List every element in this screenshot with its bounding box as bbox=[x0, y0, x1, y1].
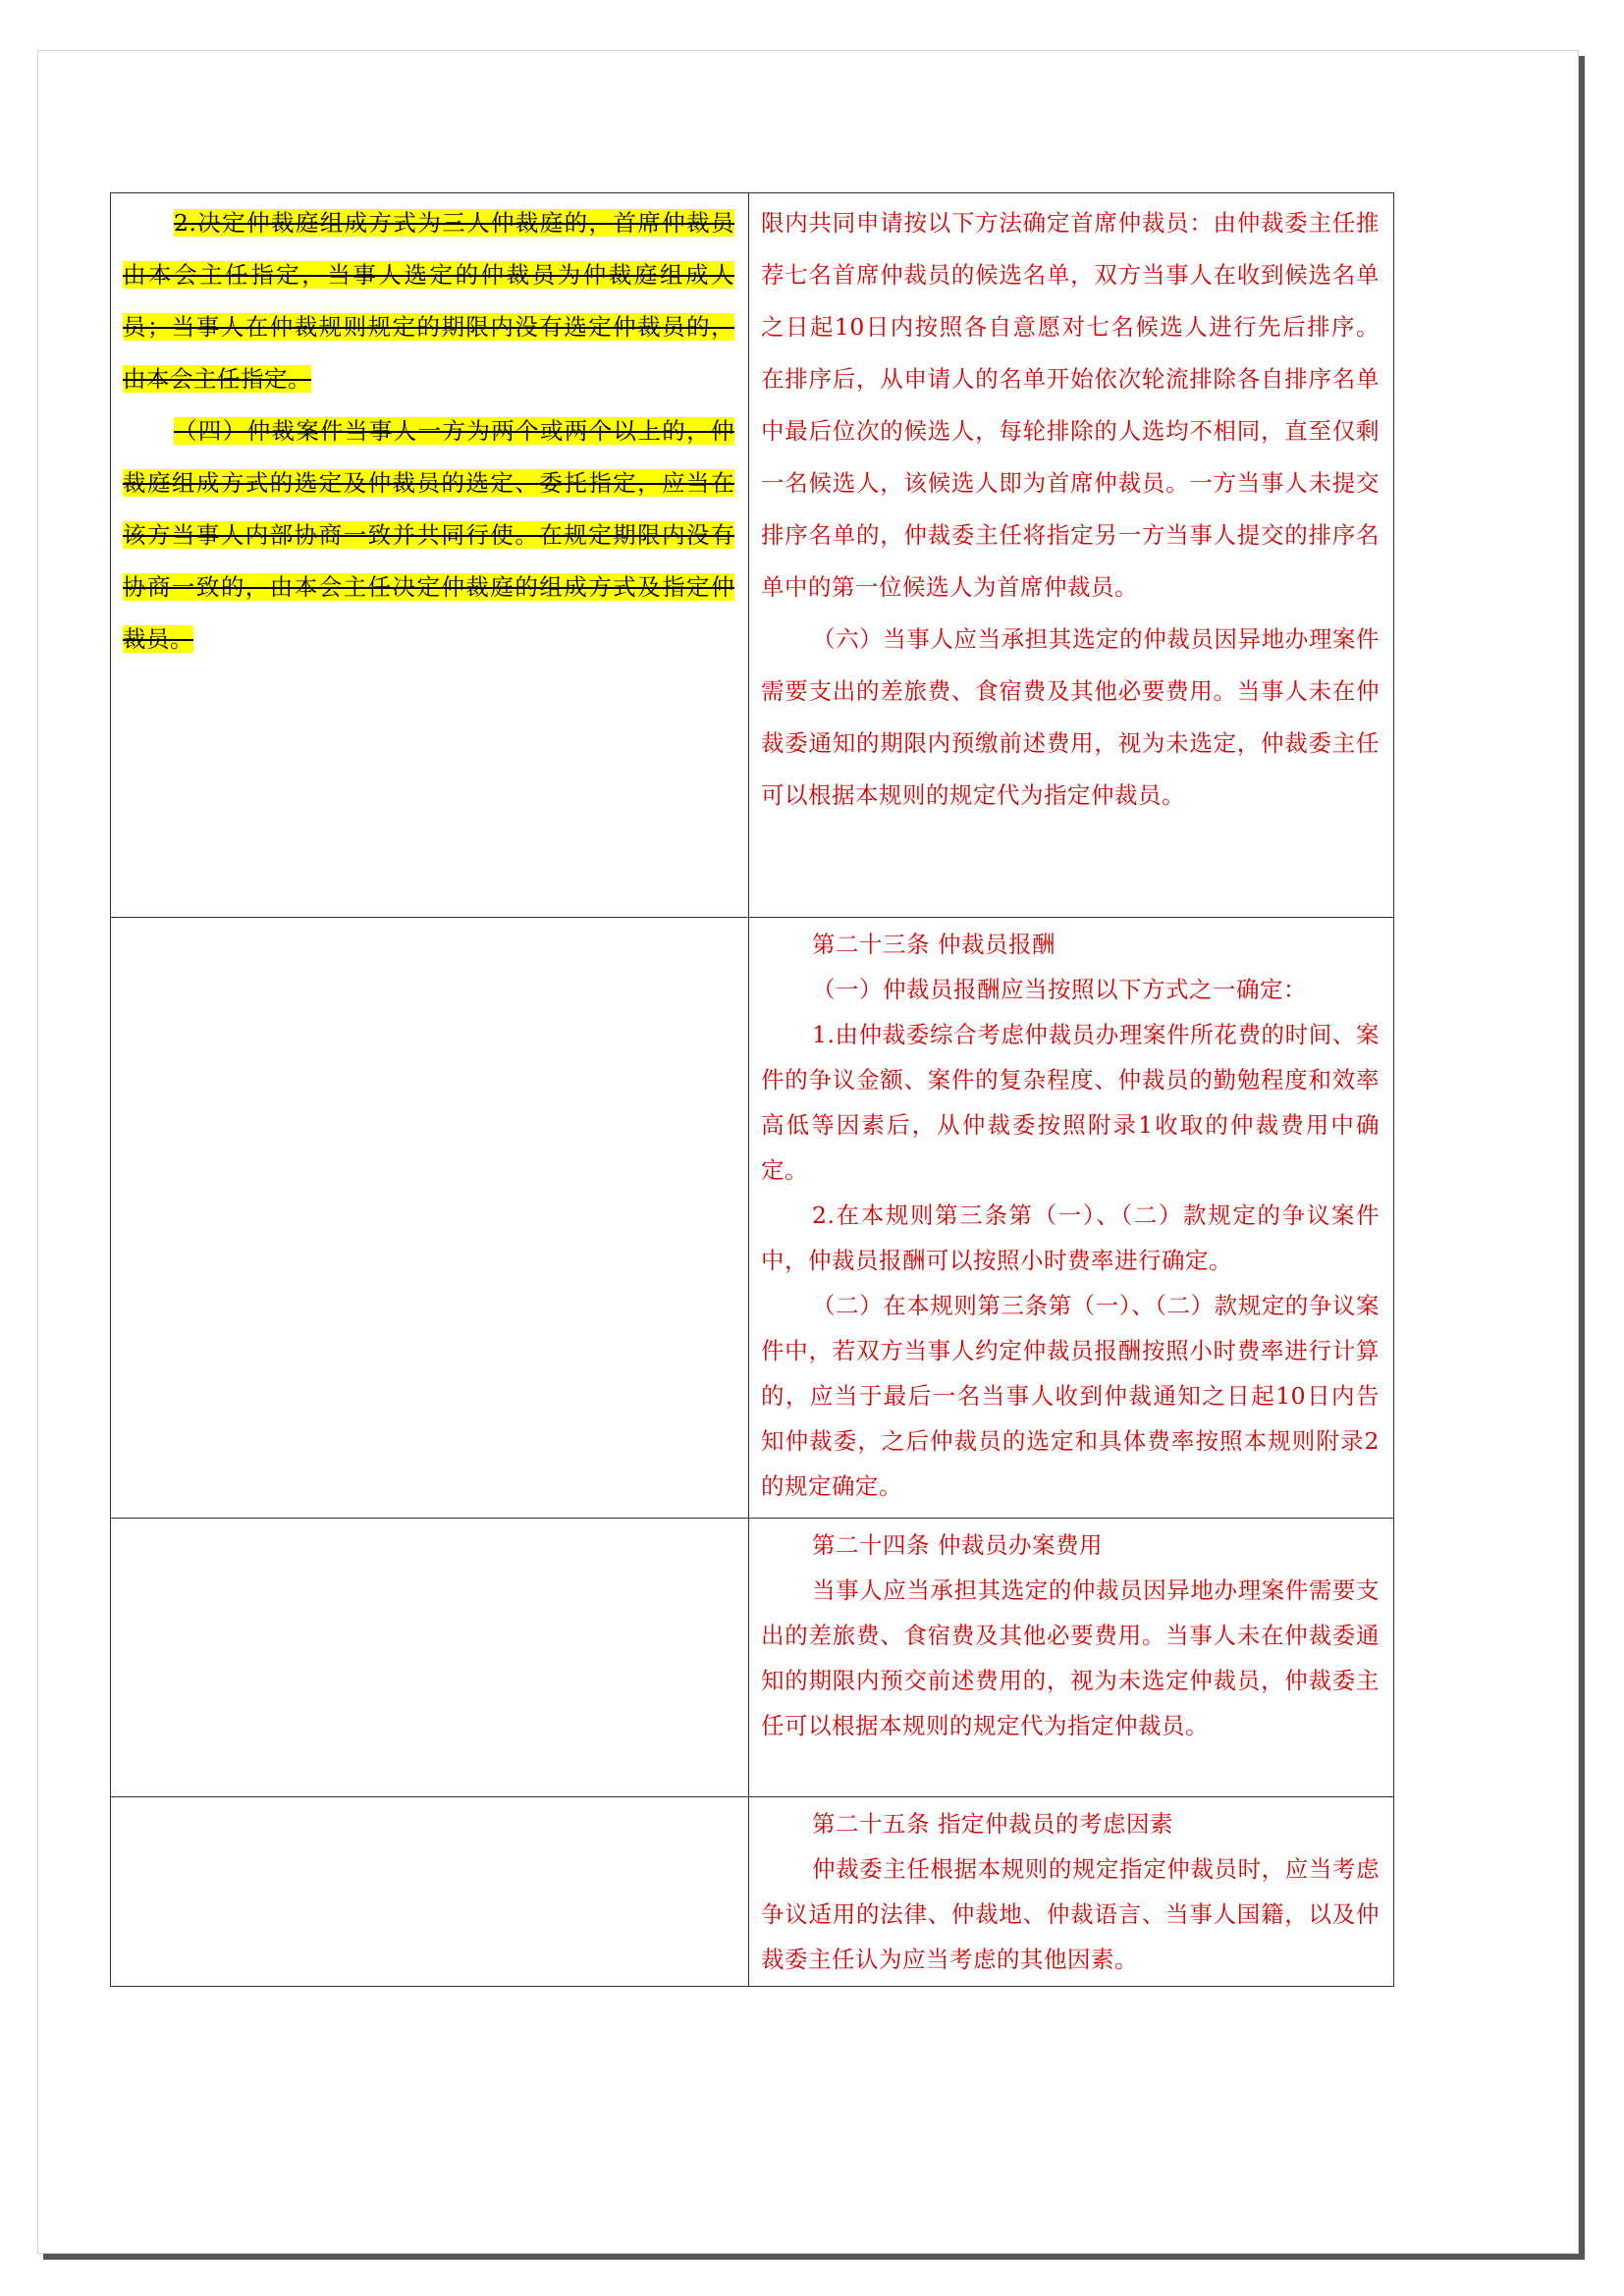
right-cell bbox=[749, 918, 1394, 1519]
right-cell bbox=[749, 193, 1394, 918]
inserted-paragraph-chief-arbitrator: 限内共同申请按以下方法确定首席仲裁员：由仲裁委主任推荐七名首席仲裁员的候选名单，双方当事人在收到候选名单之日起10日内按照各自意愿对七名候选人进行先后排序。在排序后，从申请人的名单开始依次轮流排除各自排序名单中最后位次的候选人，每轮排除的人选均不相同，直至仅剩一名候选人，该候选人即为首席仲裁员。一方当事人未提交排序名单的，仲裁委主任将指定另一方当事人提交的排序名单中的第一位候选人为首席仲裁员。 bbox=[761, 209, 1380, 601]
article-24-title: 第二十四条 仲裁员办案费用 bbox=[812, 1531, 1103, 1559]
inserted-paragraph-item6: （六）当事人应当承担其选定的仲裁员因异地办理案件需要支出的差旅费、食宿费及其他必要费用。当事人未在仲裁委通知的期限内预缴前述费用，视为未选定，仲裁委主任可以根据本规则的规定代为指定仲裁员。 bbox=[761, 625, 1380, 809]
deleted-paragraph-item2 bbox=[123, 197, 734, 405]
deleted-paragraph-item4 bbox=[123, 405, 734, 666]
article-23-paragraph: 2.在本规则第三条第（一）、（二）款规定的争议案件中，仲裁员报酬可以按照小时费率进行确定。 bbox=[761, 1201, 1380, 1274]
comparison-table bbox=[110, 192, 1394, 1987]
article-23-paragraph: （二）在本规则第三条第（一）、（二）款规定的争议案件中，若双方当事人约定仲裁员报酬按照小时费率进行计算的，应当于最后一名当事人收到仲裁通知之日起10日内告知仲裁委，之后仲裁员的选定和具体费率按照本规则附录2的规定确定。 bbox=[761, 1292, 1380, 1500]
article-23-paragraph: 1.由仲裁委综合考虑仲裁员办理案件所花费的时间、案件的争议金额、案件的复杂程度、仲裁员的勤勉程度和效率高低等因素后，从仲裁委按照附录1收取的仲裁费用中确定。 bbox=[761, 1021, 1380, 1184]
article-24-paragraph: 当事人应当承担其选定的仲裁员因异地办理案件需要支出的差旅费、食宿费及其他必要费用。当事人未在仲裁委通知的期限内预交前述费用的，视为未选定仲裁员，仲裁委主任可以根据本规则的规定代为指定仲裁员。 bbox=[761, 1576, 1380, 1739]
article-25-paragraph: 仲裁委主任根据本规则的规定指定仲裁员时，应当考虑争议适用的法律、仲裁地、仲裁语言、当事人国籍，以及仲裁委主任认为应当考虑的其他因素。 bbox=[761, 1855, 1380, 1973]
table-row bbox=[111, 193, 1394, 918]
left-cell-empty bbox=[111, 1519, 749, 1797]
deleted-text-item2: 2.决定仲裁庭组成方式为三人仲裁庭的，首席仲裁员由本会主任指定，当事人选定的仲裁员为仲裁庭组成人员；当事人在仲裁规则规定的期限内没有选定仲裁员的，由本会主任指定。 bbox=[123, 209, 734, 393]
right-cell bbox=[749, 1797, 1394, 1987]
left-cell-empty bbox=[111, 1797, 749, 1987]
article-23-paragraph: （一）仲裁员报酬应当按照以下方式之一确定： bbox=[812, 976, 1307, 1003]
article-23-title: 第二十三条 仲裁员报酬 bbox=[812, 931, 1056, 958]
left-cell-empty bbox=[111, 918, 749, 1519]
deleted-text-item4: （四）仲裁案件当事人一方为两个或两个以上的，仲裁庭组成方式的选定及仲裁员的选定、委托指定，应当在该方当事人内部协商一致并共同行使。在规定期限内没有协商一致的，由本会主任决定仲裁庭的组成方式及指定仲裁员。 bbox=[123, 417, 734, 653]
article-25-title: 第二十五条 指定仲裁员的考虑因素 bbox=[812, 1810, 1173, 1838]
table-row bbox=[111, 918, 1394, 1519]
table-row bbox=[111, 1519, 1394, 1797]
table-row bbox=[111, 1797, 1394, 1987]
right-cell bbox=[749, 1519, 1394, 1797]
left-cell bbox=[111, 193, 749, 918]
